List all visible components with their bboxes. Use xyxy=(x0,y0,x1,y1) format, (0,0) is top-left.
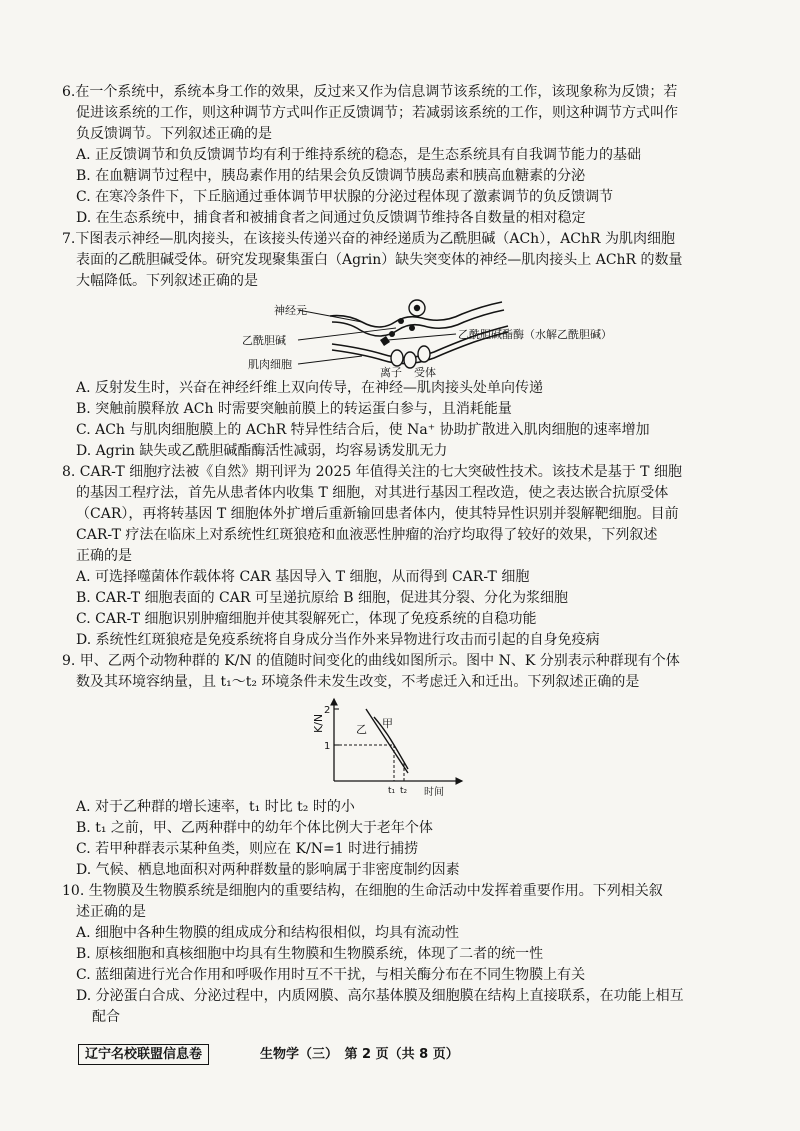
question-10-stem-line-2: 述正确的是 xyxy=(76,904,146,920)
exam-page xyxy=(62,82,752,1028)
question-6-stem-line-2: 促进该系统的工作，则这种调节方式叫作正反馈调节；若减弱该系统的工作，则这种调节方式叫作 xyxy=(76,105,678,121)
label-ache: 乙酰胆碱酯酶（水解乙酰胆碱） xyxy=(458,328,612,341)
kn-curve-figure xyxy=(62,693,752,797)
question-8-option-b[interactable]: B. CAR-T 细胞表面的 CAR 可呈递抗原给 B 细胞，促进其分裂、分化为浆细胞 xyxy=(76,590,569,606)
leader-line-muscle xyxy=(298,356,362,364)
question-7-stem-line-3: 大幅降低。下列叙述正确的是 xyxy=(76,273,258,289)
question-7 xyxy=(62,229,752,462)
leader-line-ache xyxy=(388,334,456,340)
page-footer xyxy=(78,1044,738,1066)
question-7-option-a[interactable]: A. 反射发生时，兴奋在神经纤维上双向传导，在神经—肌肉接头处单向传递 xyxy=(76,380,544,396)
question-7-stem-line-1: 7.下图表示神经—肌肉接头，在该接头传递兴奋的神经递质为乙酰胆碱（ACh），AChR 为肌肉细胞 xyxy=(62,231,676,247)
question-9-stem-line-2: 数及其环境容纳量，且 t₁～t₂ 环境条件未发生改变，不考虑迁入和迁出。下列叙述正确的是 xyxy=(76,674,640,690)
vesicle-core xyxy=(414,305,420,311)
achr-receptor xyxy=(418,346,430,362)
question-10-option-d[interactable]: D. 分泌蛋白合成、分泌过程中，内质网膜、高尔基体膜及细胞膜在结构上直接联系，在功能上相互 xyxy=(76,988,684,1004)
question-8-stem-line-2: 的基因工程疗法，首先从患者体内收集 T 细胞，对其进行基因工程改造，使之表达嵌合抗原受体 xyxy=(76,485,669,501)
kn-curve-chart xyxy=(62,693,752,797)
question-8-stem-line-4: CAR-T 疗法在临床上对系统性红斑狼疮和血液恶性肿瘤的治疗均取得了较好的效果，下列叙述 xyxy=(76,527,658,543)
curve-label-jia: 甲 xyxy=(382,717,393,730)
y-tick-label-2: 2 xyxy=(324,705,331,716)
question-6-stem-line-1: 6.在一个系统中，系统本身工作的效果，反过来又作为信息调节该系统的工作，该现象称为反馈；若 xyxy=(62,84,678,100)
question-10-stem-line-1: 10. 生物膜及生物膜系统是细胞内的重要结构，在细胞的生命活动中发挥着重要作用。下列相关叙 xyxy=(62,883,663,899)
y-axis-label: K/N xyxy=(312,713,325,733)
question-8-option-a[interactable]: A. 可选择噬菌体作载体将 CAR 基因导入 T 细胞，从而得到 CAR-T 细胞 xyxy=(76,569,530,585)
question-8-stem-line-3: （CAR），再将转基因 T 细胞体外扩增后重新输回患者体内，使其特异性识别并裂解靶细胞。目前 xyxy=(76,506,679,522)
ach-molecule xyxy=(409,325,415,331)
question-9 xyxy=(62,651,752,881)
question-7-option-b[interactable]: B. 突触前膜释放 ACh 时需要突触前膜上的转运蛋白参与，且消耗能量 xyxy=(76,401,512,417)
label-ion: 离子 xyxy=(380,366,402,378)
x-tick-label-t1: t₁ xyxy=(388,786,396,796)
question-10 xyxy=(62,881,752,1028)
question-8-stem-line-1: 8. CAR-T 细胞疗法被《自然》期刊评为 2025 年值得关注的七大突破性技术。该技术是基于 T 细胞 xyxy=(62,464,682,480)
question-9-option-b[interactable]: B. t₁ 之前，甲、乙两种群中的幼年个体比例大于老年个体 xyxy=(76,820,433,836)
question-6-option-d[interactable]: D. 在生态系统中，捕食者和被捕食者之间通过负反馈调节维持各自数量的相对稳定 xyxy=(76,210,586,226)
label-receptor: 受体 xyxy=(414,366,436,378)
curve-label-yi: 乙 xyxy=(356,723,367,736)
leader-line-ach xyxy=(298,328,396,340)
x-axis-label: 时间 xyxy=(424,787,444,797)
ache-enzyme xyxy=(380,336,390,346)
achr-receptor xyxy=(391,350,403,366)
y-tick-label-1: 1 xyxy=(324,741,331,752)
leader-line-neuron xyxy=(298,310,362,322)
question-8-stem-line-5: 正确的是 xyxy=(76,548,132,564)
footer-page-number: 生物学（三） 第 2 页（共 8 页） xyxy=(260,1047,459,1062)
question-8-option-d[interactable]: D. 系统性红斑狼疮是免疫系统将自身成分当作外来异物进行攻击而引起的自身免疫病 xyxy=(76,632,600,648)
question-6-option-c[interactable]: C. 在寒冷条件下，下丘脑通过垂体调节甲状腺的分泌过程体现了激素调节的负反馈调节 xyxy=(76,189,614,205)
question-8 xyxy=(62,462,752,651)
ach-molecule xyxy=(398,318,404,324)
footer-brand: 辽宁名校联盟信息卷 xyxy=(78,1044,209,1065)
question-10-option-b[interactable]: B. 原核细胞和真核细胞中均具有生物膜和生物膜系统，体现了二者的统一性 xyxy=(76,946,544,962)
question-8-option-c[interactable]: C. CAR-T 细胞识别肿瘤细胞并使其裂解死亡，体现了免疫系统的自稳功能 xyxy=(76,611,537,627)
label-neuron: 神经元 xyxy=(274,304,307,317)
question-10-option-a[interactable]: A. 细胞中各种生物膜的组成成分和结构很相似，均具有流动性 xyxy=(76,925,460,941)
question-7-option-d[interactable]: D. Agrin 缺失或乙酰胆碱酯酶活性减弱，均容易诱发肌无力 xyxy=(76,443,448,459)
question-7-stem-line-2: 表面的乙酰胆碱受体。研究发现聚集蛋白（Agrin）缺失突变体的神经—肌肉接头上 AChR 的数量 xyxy=(76,252,683,268)
question-7-option-c[interactable]: C. ACh 与肌肉细胞膜上的 AChR 特异性结合后，使 Na⁺ 协助扩散进入肌肉细胞的速率增加 xyxy=(76,422,650,438)
question-10-option-d-cont: 配合 xyxy=(92,1009,120,1025)
label-muscle: 肌肉细胞 xyxy=(248,358,292,371)
ach-molecule xyxy=(389,331,395,337)
question-10-option-c[interactable]: C. 蓝细菌进行光合作用和呼吸作用时互不干扰，与相关酶分布在不同生物膜上有关 xyxy=(76,967,586,983)
question-9-option-a[interactable]: A. 对于乙种群的增长速率，t₁ 时比 t₂ 时的小 xyxy=(76,799,355,815)
label-ach: 乙酰胆碱 xyxy=(242,334,286,347)
neuromuscular-junction-figure xyxy=(62,292,752,378)
question-6-option-a[interactable]: A. 正反馈调节和负反馈调节均有利于维持系统的稳态，是生态系统具有自我调节能力的基础 xyxy=(76,147,642,163)
question-9-option-d[interactable]: D. 气候、栖息地面积对两种群数量的影响属于非密度制约因素 xyxy=(76,862,460,878)
question-6-option-b[interactable]: B. 在血糖调节过程中，胰岛素作用的结果会负反馈调节胰岛素和胰高血糖素的分泌 xyxy=(76,168,586,184)
question-9-option-c[interactable]: C. 若甲种群表示某种鱼类，则应在 K/N=1 时进行捕捞 xyxy=(76,841,419,857)
neuromuscular-junction-diagram xyxy=(62,292,752,378)
question-6-stem-line-3: 负反馈调节。下列叙述正确的是 xyxy=(76,126,272,142)
x-tick-label-t2: t₂ xyxy=(400,786,408,796)
question-9-stem-line-1: 9. 甲、乙两个动物种群的 K/N 的值随时间变化的曲线如图所示。图中 N、K 分别表示种群现有个体 xyxy=(62,653,680,669)
question-6 xyxy=(62,82,752,229)
